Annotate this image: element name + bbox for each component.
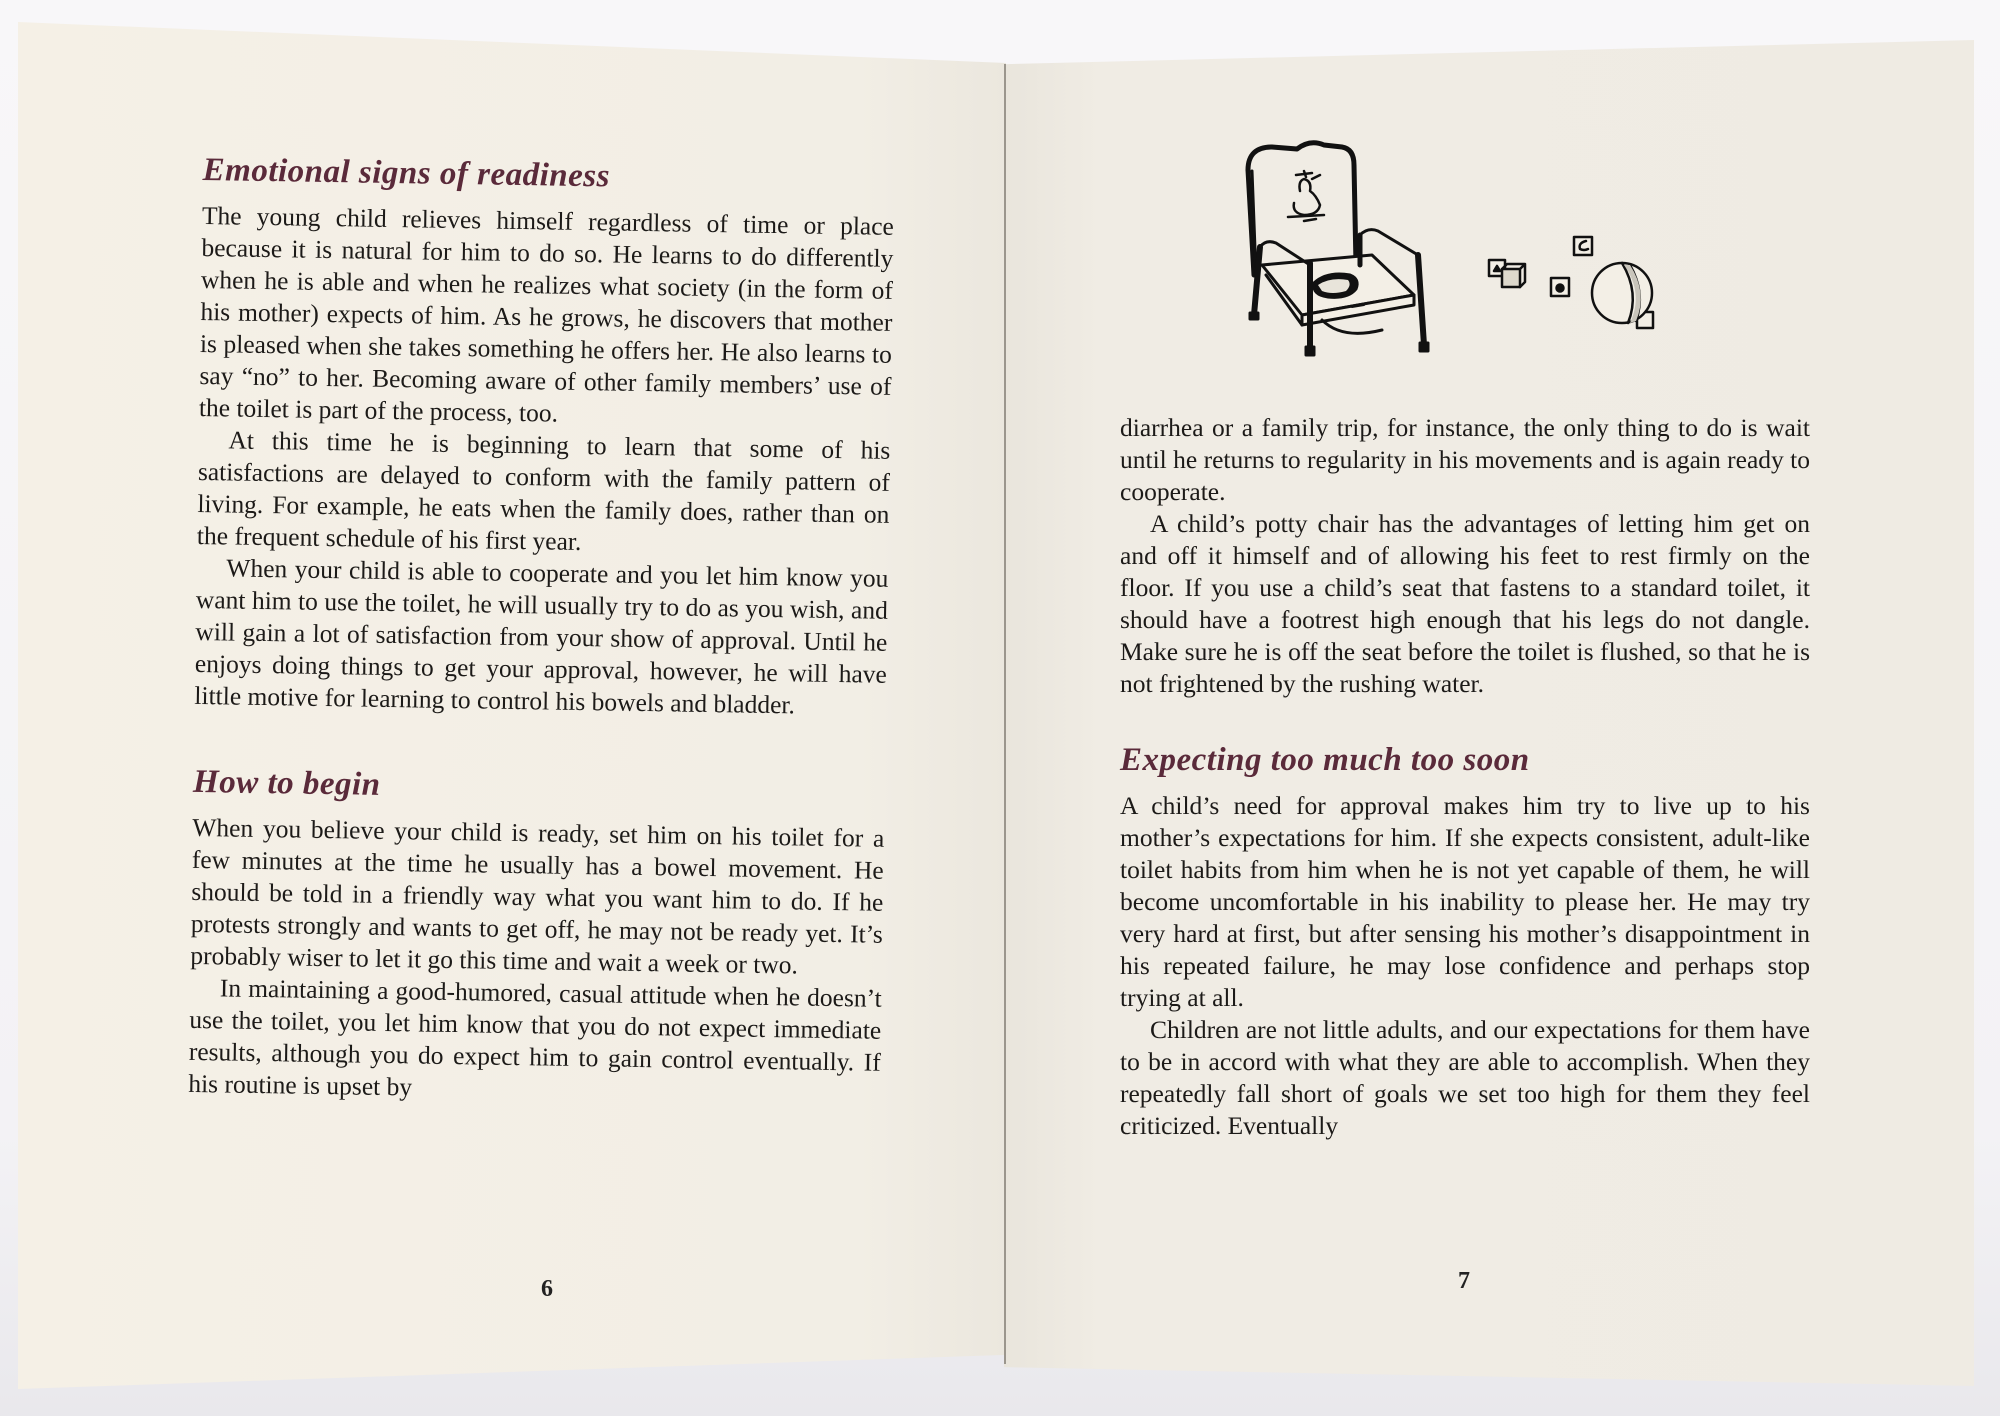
potty-chair-illustration — [1232, 135, 1672, 360]
page-number: 7 — [1458, 1268, 1470, 1294]
book-spine — [1004, 64, 1006, 1364]
paragraph: In maintaining a good-humored, casual attitude when he doesn’t use the toilet, you let him know that you do not expect immediate results, although you do expect him to gain control eventually. If his routine is upset by — [188, 973, 882, 1102]
paragraph: A child’s need for approval makes him try to live up to his mother’s expectations for him. If she expects consistent, adult-like toilet habits from him when he is not yet capable of them, he will become uncomfortable in his inability to please her. He may try very hard at first, but after sensing his mother’s disappointment in his repeated failure, he may lose confidence and perhaps stop trying at all. — [1120, 791, 1810, 1012]
section-heading: Expecting too much too soon — [1120, 742, 1530, 778]
paragraph: At this time he is beginning to learn that some of his satisfactions are delayed to conform with the family pattern of living. For example, he eats when the family does, rather than on the frequent schedule of his first year. — [196, 425, 891, 556]
section-heading: Emotional signs of readiness — [202, 151, 611, 195]
paragraph: Children are not little adults, and our expectations for them have to be in accord with what they are able to accomplish. When they repeatedly fall short of goals we set too high for them they feel criticized. Eventually — [1120, 1015, 1810, 1140]
potty-chair-icon — [1248, 143, 1428, 355]
left-page-text — [188, 150, 895, 1111]
page-number: 6 — [541, 1276, 553, 1302]
section-heading: How to begin — [192, 763, 381, 803]
duck-emblem-icon — [1288, 171, 1324, 221]
paragraph: The young child relieves himself regardless of time or place because it is natural for him to do so. He learns to do differently when he is able and when he realizes what society (in the form of his mother) expects of him. As he grows, he discovers that mother is pleased when she takes something he offers her. He also learns to say “no” to her. Becoming aware of other family members’ use of the toilet is part of the process, too. — [198, 200, 895, 428]
right-page-text — [1120, 412, 1810, 1142]
paragraph: diarrhea or a family trip, for instance, the only thing to do is wait until he returns to regularity in his movements and is again ready to cooperate. — [1120, 413, 1810, 506]
section-gap — [1120, 700, 1810, 740]
paragraph: When you believe your child is ready, set him on his toilet for a few minutes at the time he usually has a bowel movement. He should be told in a friendly way what you want him to do. If he protests strongly and wants to get off, he may not be ready yet. It’s probably wiser to let it go this time and wait a week or two. — [190, 812, 885, 980]
paragraph: When your child is able to cooperate and you let him know you want him to use the toilet, he will usually try to do as you wish, and will gain a lot of satisfaction from your show of approval. Until he enjoys doing things to get your approval, however, he will have little motive for learning to control his bowels and bladder. — [194, 553, 889, 720]
striped-ball-icon — [1592, 263, 1652, 323]
paragraph: A child’s potty chair has the advantages of letting him get on and off it himself and of allowing his feet to rest firmly on the floor. If you use a child’s seat that fastens to a standard toilet, it should have a footrest high enough that his legs do not dangle. Make sure he is off the seat before the toilet is flushed, so that he is not frightened by the rushing water. — [1120, 509, 1810, 698]
